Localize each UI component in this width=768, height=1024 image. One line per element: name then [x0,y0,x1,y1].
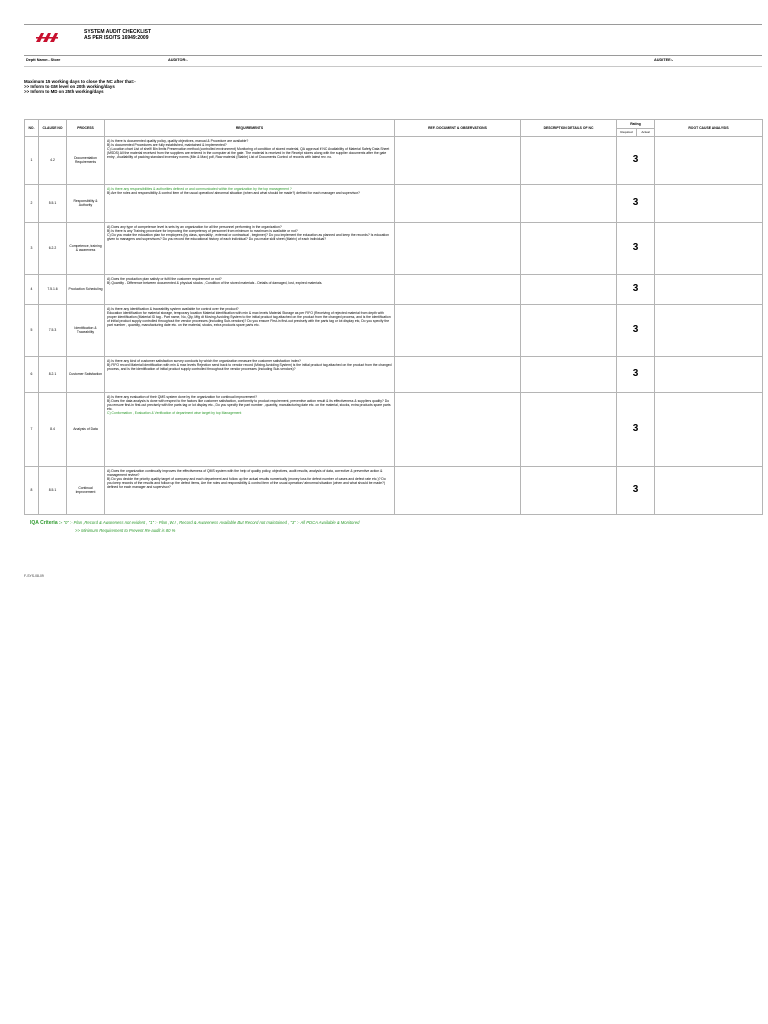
header-clause: CLAUSE NO [39,119,67,136]
criteria-label: IQA Criteria :- [30,519,63,526]
header-ref-document: REF. DOCUMENT & OBSERVATIONS [395,119,521,136]
requirement-item: C) Location chart List of shelf/ Bin limits Preservation method (controlled environment) Monitoring of condition of stored material, QA approval if NC Availability of Material Safety Data Sheet (MSDS) All the material received from the suppliers are entered in the computer at the gate. The material is received in the Receipt stores along with the supplier documents after the gate entry , Availability of packing standard inventory norms (Min & Max) pdf, Raw material (Stable) List of Documents Control of records with latest rev. no. [107,146,390,159]
ref-document-cell [395,222,521,274]
ref-document-cell [395,274,521,304]
rating-required: 3 [617,356,655,392]
header-required: Required [617,128,637,136]
row-number: 4 [25,274,39,304]
row-number: 1 [25,136,39,184]
ref-document-cell [395,392,521,466]
checklist-table [24,119,763,515]
table-row [25,274,763,304]
process-name: Continual Improvement [67,466,105,514]
description-cell [521,184,617,222]
clause-number: 8.4 [39,392,67,466]
requirements-cell [105,184,395,222]
table-row [25,392,763,466]
note-line: >> Inform to MD on 25th working/days [24,89,104,95]
description-cell [521,274,617,304]
requirements-cell [105,136,395,184]
requirement-item: B) Are the roles and responsibility & control item of the usual operation/ abnormal situation (when and what should be made?) defined for each manager and supervisor? [107,190,360,195]
root-cause-cell [655,274,763,304]
note-line: >> Inform to GM level on 20th working/days [24,84,115,90]
description-cell [521,304,617,356]
description-cell [521,136,617,184]
rating-required: 3 [617,184,655,222]
header-description: DESCRIPTION DETAILS OF NC [521,119,617,136]
requirement-item: A) Is there any identification & traceability system available for control over the product? [107,306,239,311]
requirements-cell [105,304,395,356]
header-actual: Actual [637,128,655,136]
form-code: F-SYS-08-09 [24,574,44,578]
criteria-text: "0" :- Plan ,Record & Awareness not evident , "1" :- Plan ,W.I , Record & Awareness Available But Record not maintained , "3" :- All PDCA Available & Monitored [63,519,360,525]
requirement-item: B) FIFO record Material identification with min & max levels Rejection send back to vendor record (Mixing Avoiding System) is the initial product tag attached on the product from the changed process, and is the identification of initial product supply controlled throughout the vendor processes (including Sub-vendors)? [107,362,392,371]
root-cause-cell [655,392,763,466]
requirement-item: Education identification for material storage, temporary location Material identification with min & max levels Material Storage as per FIFO (Receiving of rejected material from depth with proper identification (Material ID tag - Part name, No, Qty, Mfg dt Moving Avoiding System to the initial product tag attached on the product from the changed process, and is the identification of initial product supply controlled throughout the vendor processes (including Sub-vendors)? Do you ensure First-in first-out precisely with the parts tag or lot display etc, Do you specify the part number , quantity, manufacturing date etc. on the material, stocks, extra products spare parts etc. [107,310,391,327]
requirements-cell [105,274,395,304]
document-header [24,24,762,56]
criteria-note: Minimum Requirement to Prevent Re-audit is 80 % [81,527,176,533]
root-cause-cell [655,184,763,222]
requirement-item: B) Is there is any Training procedure for improving the competency of personnel from minimum to maximum is available or not? [107,228,298,233]
clause-number: 7.5.3 [39,304,67,356]
company-logo-icon [34,30,60,44]
requirements-cell [105,222,395,274]
requirement-item: A) Is there any evaluation of their QMS system done by the organization for continual improvement? [107,394,258,399]
process-name: Documentation Requirements [67,136,105,184]
document-title [84,29,151,41]
iqa-criteria [24,519,762,534]
clause-number: 6.2.2 [39,222,67,274]
criteria-note-prefix: >> [75,527,80,533]
header-requirements: REQUIREMENTS [105,119,395,136]
root-cause-cell [655,304,763,356]
row-number: 7 [25,392,39,466]
requirement-item: A) Does the production plan satisfy or fulfil the customer requirement or not? [107,276,222,281]
title-line-1: SYSTEM AUDIT CHECKLIST [84,29,152,35]
audit-sheet [24,24,762,534]
table-row [25,136,763,184]
row-number: 3 [25,222,39,274]
rating-required: 3 [617,466,655,514]
ref-document-cell [395,304,521,356]
requirements-cell [105,356,395,392]
requirements-cell [105,392,395,466]
requirement-item: C) Conformation , Evaluation & Verification of department wise target by top Management [107,410,242,415]
process-name: Competence, training & awareness [67,222,105,274]
header-process: PROCESS [67,119,105,136]
dept-label: Deptt Name:- Store [26,58,61,62]
description-cell [521,222,617,274]
process-name: Customer Satisfaction [67,356,105,392]
requirement-item: B) Quantity - Difference between documented & physical stocks , Condition of the stored materials - Details of damaged, lost, expired materials. [107,280,323,285]
escalation-notes [24,79,762,95]
requirement-item: B) Is documented Procedures are fully established, maintained & implemented? [107,142,227,147]
table-row [25,356,763,392]
table-row [25,222,763,274]
note-line: Maximum 15 working days to close the NC after that:- [24,79,136,84]
description-cell [521,392,617,466]
requirements-cell [105,466,395,514]
clause-number: 4.2 [39,136,67,184]
row-number: 6 [25,356,39,392]
title-line-2: AS PER ISO/TS 16949:2009 [84,35,149,41]
root-cause-cell [655,356,763,392]
ref-document-cell [395,356,521,392]
info-bar [24,56,762,67]
root-cause-cell [655,136,763,184]
requirement-item: C) Do you make the education plan for employees (by class, speciality , external or contractual , beginner)? Do you implement the education as planned and keep the records? Is education given to managers and supervisors? Do you record the educational history of each individual? Do you make skill sheet (Matrix) of each individual? [107,232,389,241]
checklist-rows [25,136,763,514]
table-row [25,184,763,222]
header-no: NO. [25,119,39,136]
clause-number: 8.5.1 [39,466,67,514]
rating-required: 3 [617,392,655,466]
requirement-item: B) Do you decide the priority quality target of company and each department and follow up the actual results numerically (money loss for defect number of cases and defect rate etc.)? Do you keep records of the results and follow up the defect items, Are the roles and responsibility & control item of the usual operation/ abnormal situation (when and what should be made?) defined for each manager and supervisor? [107,476,386,489]
rating-required: 3 [617,136,655,184]
process-name: Responsibility & Authority [67,184,105,222]
requirement-item: A) Does any type of competence level is sets by an organization for all the personnel performing in the organization? [107,224,282,229]
root-cause-cell [655,466,763,514]
clause-number: 5.5.1 [39,184,67,222]
requirement-item: B) Does the data analysis is done with respect to the factors like customer satisfaction, conformity to product requirement, preventive action result & its effectiveness & suppliers quality? Do you ensure first-in first-out precisely with the parts tag or lot display etc., Do you specify the part number , quantity, manufacturing date etc. on the material, stocks, extra products spare parts etc. [107,398,391,411]
header-root-cause: ROOT CAUSE ANALYSIS [655,119,763,136]
rating-required: 3 [617,222,655,274]
process-name: Production Scheduling [67,274,105,304]
requirement-item: A) Is there any kind of customer satisfaction survey conducts by which the organization measure the customer satisfaction index? [107,358,301,363]
clause-number: 7.5.1.6 [39,274,67,304]
requirement-item: A) Is there is documented quality policy, quality objectives, manual & Procedure are available? [107,138,249,143]
clause-number: 8.2.1 [39,356,67,392]
auditee-label: AUDITEE:- [654,58,674,62]
process-name: Analysis of Data [67,392,105,466]
row-number: 8 [25,466,39,514]
rating-required: 3 [617,274,655,304]
ref-document-cell [395,466,521,514]
ref-document-cell [395,136,521,184]
rating-required: 3 [617,304,655,356]
requirement-item: A) Does the organization continually improves the effectiveness of QMS system with the help of quality policy, objectives, audit results, analysis of data, corrective & preventive action & management review? [107,468,383,477]
row-number: 2 [25,184,39,222]
process-name: Identification & Traceability [67,304,105,356]
description-cell [521,356,617,392]
table-row [25,466,763,514]
root-cause-cell [655,222,763,274]
ref-document-cell [395,184,521,222]
header-rating: Rating [617,119,655,128]
row-number: 5 [25,304,39,356]
requirement-item: A) Is there any responsibilities & authorities defined or and communicated within the organization by the top management ? [107,186,292,191]
table-row [25,304,763,356]
auditor-label: AUDITOR:- [168,58,188,62]
description-cell [521,466,617,514]
